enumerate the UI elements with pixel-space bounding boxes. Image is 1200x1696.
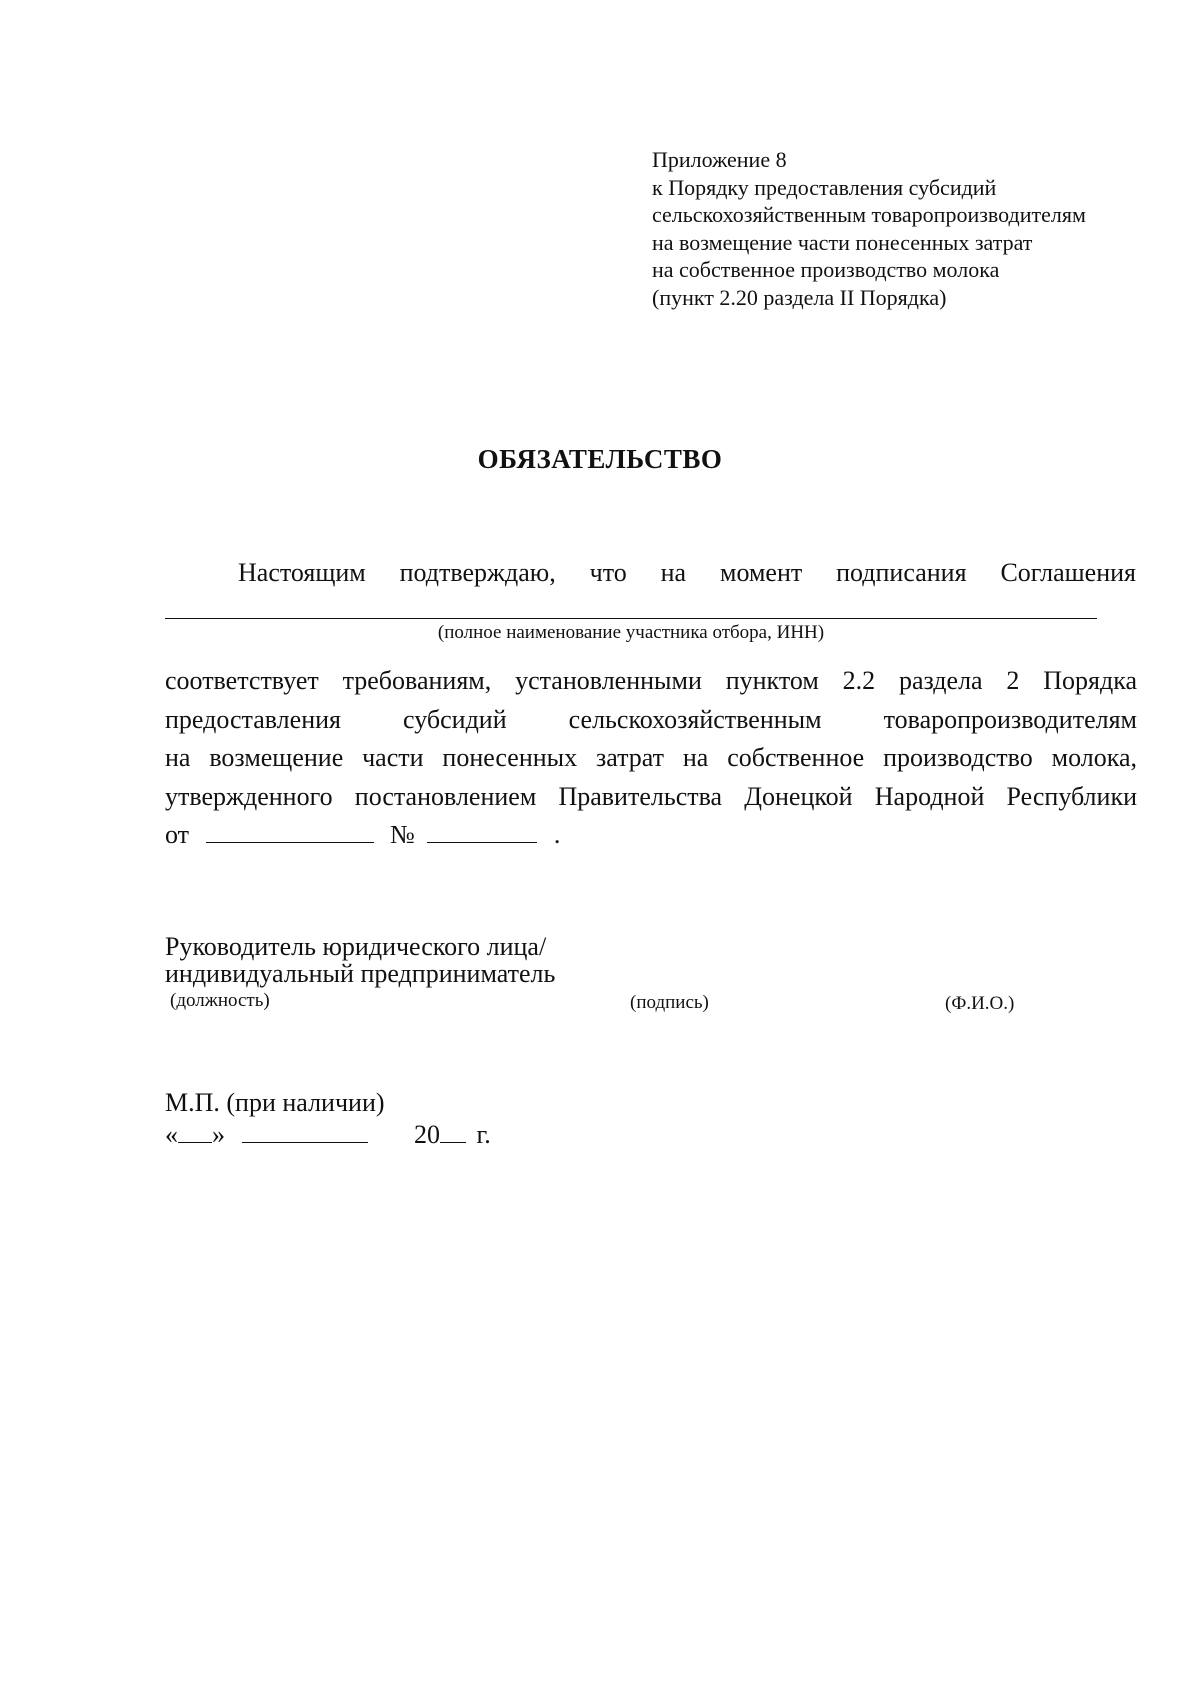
participant-name-caption: (полное наименование участника отбора, ИНН) <box>437 622 825 643</box>
appendix-line: сельскохозяйственным товаропроизводителям <box>652 202 1086 227</box>
date-open-quote: « <box>165 1120 178 1149</box>
stamp-place-label: М.П. (при наличии) <box>165 1088 385 1117</box>
full-name-caption: (Ф.И.О.) <box>945 993 1015 1014</box>
number-label: № <box>390 820 415 849</box>
end-mark: . <box>553 820 561 849</box>
body-line: утвержденного постановлением Правительства Донецкой Народной Республики <box>165 781 1137 811</box>
resolution-reference-line <box>165 816 1137 855</box>
year-blank <box>440 1120 466 1143</box>
participant-name-blank <box>165 618 1097 619</box>
year-prefix: 20 <box>414 1120 440 1149</box>
body-line: предоставления субсидий сельскохозяйственным товаропроизводителям <box>165 704 1137 734</box>
signature-caption: (подпись) <box>630 992 709 1013</box>
month-blank <box>242 1120 368 1143</box>
signatory-role-line: индивидуальный предприниматель <box>165 959 556 988</box>
from-label: от <box>165 820 190 849</box>
appendix-header <box>652 146 1172 311</box>
signatory-role-line: Руководитель юридического лица/ <box>165 932 547 961</box>
appendix-line: на возмещение части понесенных затрат <box>652 229 1033 255</box>
intro-sentence: Настоящим подтверждаю, что на момент подписания Соглашения <box>238 558 1136 587</box>
body-line: соответствует требованиям, установленными пунктом 2.2 раздела 2 Порядка <box>165 666 1137 695</box>
appendix-line: (пункт 2.20 раздела II Порядка) <box>652 284 947 310</box>
signatory-role <box>165 933 555 987</box>
resolution-number-blank <box>427 820 537 843</box>
appendix-line: к Порядку предоставления субсидий <box>652 174 997 200</box>
appendix-line: Приложение 8 <box>652 147 787 172</box>
day-blank <box>178 1120 212 1143</box>
resolution-date-blank <box>206 820 374 843</box>
appendix-line: на собственное производство молока <box>652 257 1000 282</box>
body-line: на возмещение части понесенных затрат на собственное производство молока, <box>165 743 1137 772</box>
document-title: ОБЯЗАТЕЛЬСТВО <box>477 444 723 474</box>
commitment-body <box>165 662 1137 855</box>
year-suffix: г. <box>476 1120 491 1149</box>
position-caption: (должность) <box>170 990 270 1011</box>
signing-date-line <box>165 1120 491 1150</box>
date-close-quote: » <box>212 1120 225 1149</box>
